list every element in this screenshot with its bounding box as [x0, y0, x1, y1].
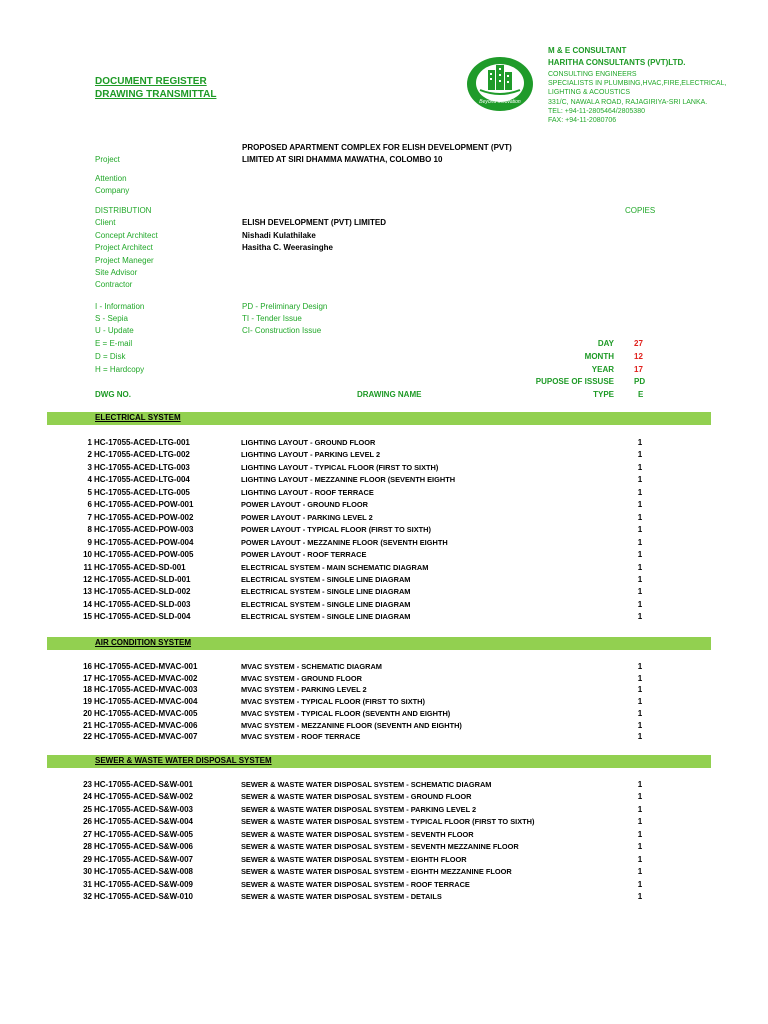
drawing-name: SEWER & WASTE WATER DISPOSAL SYSTEM - EIGHTH MEZZANINE FLOOR: [241, 867, 512, 877]
table-row: [0, 575, 768, 587]
day-label: DAY: [597, 339, 614, 348]
section-title-sewer: SEWER & WASTE WATER DISPOSAL SYSTEM: [95, 756, 272, 765]
row-number: 24: [83, 792, 92, 802]
column-dwg-no: DWG NO.: [95, 390, 131, 399]
table-row: [0, 792, 768, 804]
company-line1: M & E CONSULTANT: [548, 46, 627, 55]
drawing-code: HC-17055-ACED-POW-002: [94, 512, 194, 522]
drawing-name: ELECTRICAL SYSTEM - SINGLE LINE DIAGRAM: [241, 612, 411, 622]
table-row: [0, 805, 768, 817]
drawing-code: HC-17055-ACED-S&W-006: [94, 842, 193, 852]
drawing-copies: 1: [637, 462, 643, 472]
drawing-name: LIGHTING LAYOUT - TYPICAL FLOOR (FIRST TO SIXTH): [241, 462, 439, 472]
table-row: [0, 880, 768, 892]
table-row: [0, 450, 768, 462]
drawing-copies: 1: [637, 804, 643, 814]
drawing-code: HC-17055-ACED-S&W-004: [94, 817, 193, 827]
row-number: 25: [83, 804, 92, 814]
drawing-code: HC-17055-ACED-S&W-010: [94, 892, 193, 902]
row-number: 31: [83, 879, 92, 889]
attention-label: Attention: [95, 174, 127, 183]
drawing-name: MVAC SYSTEM - ROOF TERRACE: [241, 732, 361, 742]
drawing-copies: 1: [637, 708, 643, 718]
drawing-code: HC-17055-ACED-MVAC-003: [94, 685, 198, 695]
row-number: 22: [83, 732, 92, 742]
column-drawing-name: DRAWING NAME: [357, 390, 422, 399]
row-number: 23: [83, 780, 92, 789]
drawing-name: MVAC SYSTEM - PARKING LEVEL 2: [241, 685, 367, 695]
copies-heading: COPIES: [625, 206, 656, 215]
dist-label-concept-architect: Concept Architect: [95, 231, 158, 240]
row-number: 27: [83, 829, 92, 839]
dist-label-site-advisor: Site Advisor: [95, 268, 138, 277]
table-row: [0, 721, 768, 733]
drawing-copies: 1: [637, 854, 643, 864]
drawing-code: HC-17055-ACED-LTG-004: [94, 475, 190, 485]
legend-disk: D = Disk: [95, 352, 126, 361]
section-band-air-condition: [47, 637, 711, 650]
legend-preliminary-design: PD - Preliminary Design: [242, 302, 328, 311]
drawing-copies: 1: [637, 500, 643, 510]
drawing-name: ELECTRICAL SYSTEM - SINGLE LINE DIAGRAM: [241, 599, 411, 609]
drawing-name: POWER LAYOUT - PARKING LEVEL 2: [241, 512, 373, 522]
legend-email: E = E-mail: [95, 339, 133, 348]
drawing-code: HC-17055-ACED-LTG-001: [94, 438, 190, 447]
legend-update: U - Update: [95, 326, 134, 335]
drawing-copies: 1: [637, 550, 643, 560]
drawing-name: POWER LAYOUT - GROUND FLOOR: [241, 500, 369, 510]
table-row: [0, 662, 768, 674]
project-line1: PROPOSED APARTMENT COMPLEX FOR ELISH DEVELOPMENT (PVT): [242, 143, 512, 152]
drawing-name: MVAC SYSTEM - GROUND FLOOR: [241, 673, 362, 683]
company-label: Company: [95, 186, 130, 195]
table-row: [0, 674, 768, 686]
drawing-copies: 1: [637, 720, 643, 730]
drawing-name: SEWER & WASTE WATER DISPOSAL SYSTEM - ROOF TERRACE: [241, 879, 470, 889]
table-row: [0, 550, 768, 562]
legend-sepia: S - Sepia: [95, 314, 128, 323]
purpose-label: PUPOSE OF ISSUSE: [535, 377, 614, 386]
row-number: 16: [83, 662, 92, 671]
table-row: [0, 538, 768, 550]
document-title-line2: DRAWING TRANSMITTAL: [95, 89, 217, 100]
drawing-code: HC-17055-ACED-LTG-002: [94, 450, 190, 460]
row-number: 2: [87, 450, 92, 460]
drawing-code: HC-17055-ACED-POW-004: [94, 537, 194, 547]
drawing-name: MVAC SYSTEM - TYPICAL FLOOR (FIRST TO SIXTH): [241, 697, 425, 707]
table-row: [0, 500, 768, 512]
table-row: [0, 438, 768, 450]
drawing-copies: 1: [637, 879, 643, 889]
drawing-code: HC-17055-ACED-MVAC-004: [94, 697, 198, 707]
drawing-copies: 1: [637, 685, 643, 695]
drawing-name: SEWER & WASTE WATER DISPOSAL SYSTEM - GROUND FLOOR: [241, 792, 472, 802]
logo-text: Beyond Innovation: [479, 99, 521, 105]
row-number: 6: [87, 500, 92, 510]
drawing-copies: 1: [637, 562, 643, 572]
row-number: 7: [87, 512, 92, 522]
drawing-copies: 1: [637, 438, 643, 447]
drawing-copies: 1: [637, 842, 643, 852]
drawing-code: HC-17055-ACED-MVAC-002: [94, 673, 198, 683]
table-row: [0, 830, 768, 842]
drawing-copies: 1: [637, 487, 643, 497]
legend-construction-issue: CI- Construction Issue: [242, 326, 322, 335]
drawing-name: LIGHTING LAYOUT - PARKING LEVEL 2: [241, 450, 381, 460]
drawing-copies: 1: [637, 525, 643, 535]
drawing-code: HC-17055-ACED-SLD-003: [94, 599, 191, 609]
table-row: [0, 685, 768, 697]
row-number: 19: [83, 697, 92, 707]
table-row: [0, 488, 768, 500]
month-value: 12: [634, 352, 643, 361]
row-number: 18: [83, 685, 92, 695]
legend-hardcopy: H = Hardcopy: [95, 365, 145, 374]
row-number: 15: [83, 612, 92, 622]
drawing-code: HC-17055-ACED-SLD-001: [94, 574, 191, 584]
section-band-electrical: [47, 412, 711, 425]
drawing-code: HC-17055-ACED-S&W-002: [94, 792, 193, 802]
project-line2: LIMITED AT SIRI DHAMMA MAWATHA, COLOMBO 10: [242, 155, 443, 164]
drawing-name: SEWER & WASTE WATER DISPOSAL SYSTEM - TYPICAL FLOOR (FIRST TO SIXTH): [241, 817, 535, 827]
table-row: [0, 587, 768, 599]
section-title-electrical: ELECTRICAL SYSTEM: [95, 413, 181, 422]
type-label: TYPE: [593, 390, 614, 399]
dist-label-client: Client: [95, 218, 116, 227]
drawing-copies: 1: [637, 697, 643, 707]
table-row: [0, 463, 768, 475]
drawing-name: LIGHTING LAYOUT - ROOF TERRACE: [241, 487, 374, 497]
drawing-name: LIGHTING LAYOUT - GROUND FLOOR: [241, 438, 376, 447]
drawing-name: SEWER & WASTE WATER DISPOSAL SYSTEM - PARKING LEVEL 2: [241, 804, 477, 814]
drawing-code: HC-17055-ACED-MVAC-006: [94, 720, 198, 730]
row-number: 20: [83, 708, 92, 718]
row-number: 13: [83, 587, 92, 597]
drawing-name: MVAC SYSTEM - SCHEMATIC DIAGRAM: [241, 662, 382, 671]
drawing-code: HC-17055-ACED-POW-005: [94, 550, 194, 560]
company-line3: CONSULTING ENGINEERS: [548, 71, 637, 78]
drawing-copies: 1: [637, 780, 643, 789]
type-value: E: [638, 390, 644, 399]
drawing-copies: 1: [637, 792, 643, 802]
drawing-name: ELECTRICAL SYSTEM - MAIN SCHEMATIC DIAGRAM: [241, 562, 429, 572]
drawing-code: HC-17055-ACED-MVAC-001: [94, 662, 198, 671]
project-label: Project: [95, 155, 120, 164]
table-row: [0, 697, 768, 709]
drawing-name: SEWER & WASTE WATER DISPOSAL SYSTEM - EIGHTH FLOOR: [241, 854, 467, 864]
company-address: 331/C, NAWALA ROAD, RAJAGIRIYA-SRI LANKA.: [548, 99, 708, 106]
row-number: 30: [83, 867, 92, 877]
row-number: 28: [83, 842, 92, 852]
company-name: HARITHA CONSULTANTS (PVT)LTD.: [548, 58, 686, 67]
drawing-copies: 1: [637, 574, 643, 584]
company-tel: TEL: +94-11-2805464/2805380: [548, 108, 645, 115]
drawing-copies: 1: [637, 512, 643, 522]
company-line4: SPECIALISTS IN PLUMBING,HVAC,FIRE,ELECTRICAL,: [548, 80, 727, 87]
table-row: [0, 475, 768, 487]
drawing-code: HC-17055-ACED-S&W-008: [94, 867, 193, 877]
drawing-code: HC-17055-ACED-SD-001: [94, 562, 186, 572]
dist-label-project-manager: Project Maneger: [95, 256, 154, 265]
drawing-copies: 1: [637, 867, 643, 877]
table-row: [0, 525, 768, 537]
drawing-copies: 1: [637, 537, 643, 547]
drawing-name: ELECTRICAL SYSTEM - SINGLE LINE DIAGRAM: [241, 587, 411, 597]
row-number: 12: [83, 574, 92, 584]
drawing-name: SEWER & WASTE WATER DISPOSAL SYSTEM - DETAILS: [241, 892, 442, 902]
company-logo: [466, 56, 534, 112]
row-number: 11: [83, 562, 92, 572]
drawing-name: SEWER & WASTE WATER DISPOSAL SYSTEM - SEVENTH MEZZANINE FLOOR: [241, 842, 519, 852]
table-row: [0, 855, 768, 867]
distribution-heading: DISTRIBUTION: [95, 206, 152, 215]
dist-value-project-architect: Hasitha C. Weerasinghe: [242, 243, 333, 252]
drawing-name: LIGHTING LAYOUT - MEZZANINE FLOOR (SEVENTH EIGHTH: [241, 475, 456, 485]
row-number: 21: [83, 720, 92, 730]
drawing-name: POWER LAYOUT - ROOF TERRACE: [241, 550, 367, 560]
legend-tender-issue: TI - Tender Issue: [242, 314, 302, 323]
row-number: 4: [87, 475, 92, 485]
drawing-code: HC-17055-ACED-POW-001: [94, 500, 194, 510]
table-row: [0, 732, 768, 744]
section-title-air-condition: AIR CONDITION SYSTEM: [95, 638, 192, 647]
table-row: [0, 842, 768, 854]
purpose-value: PD: [634, 377, 646, 386]
row-number: 14: [83, 599, 92, 609]
drawing-code: HC-17055-ACED-S&W-003: [94, 804, 193, 814]
row-number: 26: [83, 817, 92, 827]
drawing-name: MVAC SYSTEM - TYPICAL FLOOR (SEVENTH AND EIGHTH): [241, 708, 451, 718]
dist-value-client: ELISH DEVELOPMENT (PVT) LIMITED: [242, 218, 387, 227]
row-number: 9: [87, 537, 92, 547]
drawing-name: POWER LAYOUT - TYPICAL FLOOR (FIRST TO SIXTH): [241, 525, 431, 535]
table-row: [0, 780, 768, 792]
table-row: [0, 817, 768, 829]
drawing-copies: 1: [637, 599, 643, 609]
drawing-copies: 1: [637, 673, 643, 683]
table-row: [0, 709, 768, 721]
drawing-copies: 1: [637, 892, 643, 902]
drawing-code: HC-17055-ACED-POW-003: [94, 525, 194, 535]
drawing-code: HC-17055-ACED-MVAC-005: [94, 708, 198, 718]
drawing-name: ELECTRICAL SYSTEM - SINGLE LINE DIAGRAM: [241, 574, 411, 584]
table-row: [0, 563, 768, 575]
drawing-copies: 1: [637, 612, 643, 622]
drawing-copies: 1: [637, 829, 643, 839]
row-number: 1: [87, 438, 92, 447]
drawing-code: HC-17055-ACED-SLD-004: [94, 612, 191, 622]
company-fax: FAX: +94-11-2080706: [548, 117, 617, 124]
drawing-copies: 1: [637, 450, 643, 460]
section-band-sewer: [47, 755, 711, 768]
drawing-name: MVAC SYSTEM - MEZZANINE FLOOR (SEVENTH AND EIGHTH): [241, 720, 462, 730]
table-row: [0, 513, 768, 525]
drawing-code: HC-17055-ACED-S&W-007: [94, 854, 193, 864]
drawing-copies: 1: [637, 817, 643, 827]
drawing-code: HC-17055-ACED-SLD-002: [94, 587, 191, 597]
drawing-code: HC-17055-ACED-LTG-003: [94, 462, 190, 472]
drawing-code: HC-17055-ACED-S&W-001: [94, 780, 193, 789]
drawing-code: HC-17055-ACED-MVAC-007: [94, 732, 198, 742]
row-number: 10: [83, 550, 92, 560]
table-row: [0, 600, 768, 612]
drawing-copies: 1: [637, 732, 643, 742]
dist-value-concept-architect: Nishadi Kulathilake: [242, 231, 316, 240]
row-number: 5: [87, 487, 92, 497]
row-number: 17: [83, 673, 92, 683]
month-label: MONTH: [584, 352, 614, 361]
drawing-name: POWER LAYOUT - MEZZANINE FLOOR (SEVENTH EIGHTH: [241, 537, 448, 547]
company-line5: LIGHTING & ACOUSTICS: [548, 89, 631, 96]
day-value: 27: [634, 339, 643, 348]
year-value: 17: [634, 365, 643, 374]
row-number: 3: [87, 462, 92, 472]
drawing-code: HC-17055-ACED-S&W-005: [94, 829, 193, 839]
year-label: YEAR: [591, 365, 614, 374]
table-row: [0, 892, 768, 904]
drawing-name: SEWER & WASTE WATER DISPOSAL SYSTEM - SCHEMATIC DIAGRAM: [241, 780, 492, 789]
table-row: [0, 867, 768, 879]
table-row: [0, 612, 768, 624]
document-title-line1: DOCUMENT REGISTER: [95, 76, 207, 87]
row-number: 8: [87, 525, 92, 535]
dist-label-project-architect: Project Architect: [95, 243, 153, 252]
drawing-copies: 1: [637, 587, 643, 597]
row-number: 29: [83, 854, 92, 864]
drawing-name: SEWER & WASTE WATER DISPOSAL SYSTEM - SEVENTH FLOOR: [241, 829, 474, 839]
drawing-copies: 1: [637, 662, 643, 671]
drawing-code: HC-17055-ACED-S&W-009: [94, 879, 193, 889]
drawing-copies: 1: [637, 475, 643, 485]
drawing-code: HC-17055-ACED-LTG-005: [94, 487, 190, 497]
legend-information: I - Information: [95, 302, 145, 311]
dist-label-contractor: Contractor: [95, 280, 133, 289]
row-number: 32: [83, 892, 92, 902]
